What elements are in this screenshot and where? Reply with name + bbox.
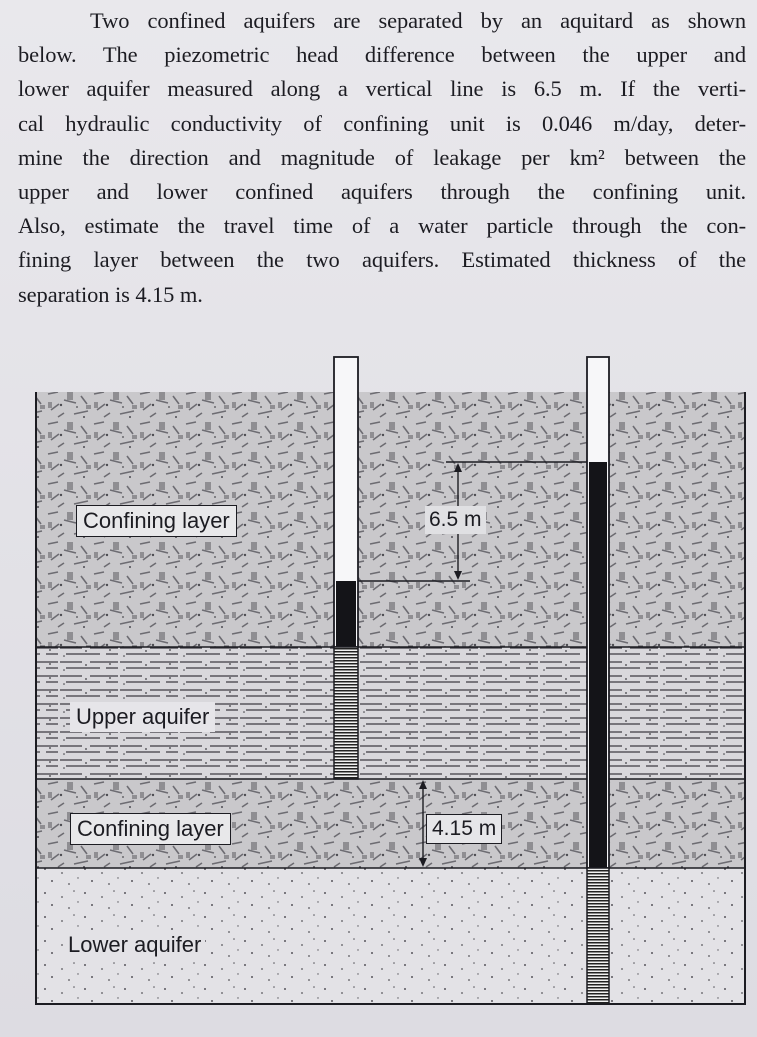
thickness-label — [426, 814, 502, 844]
label-middle-confining-layer — [70, 813, 231, 845]
problem-line: Two confined aquifers are separated by an aquitard as shown — [90, 8, 746, 33]
problem-line: fining layer between the two aquifers. Estimated thickness of the — [18, 247, 746, 273]
lower-aquifer-well — [587, 357, 609, 1004]
label-text: Confining layer — [83, 508, 230, 533]
problem-line: cal hydraulic conductivity of confining unit is 0.046 m/day, deter- — [18, 110, 746, 136]
label-text: Upper aquifer — [76, 704, 210, 729]
upper-aquifer-well — [334, 357, 358, 779]
problem-line: Also, estimate the travel time of a water particle through the con- — [18, 213, 746, 239]
problem-line: upper and lower confined aquifers through the confining unit. — [18, 179, 746, 205]
label-upper-aquifer — [70, 702, 215, 732]
problem-line: lower aquifer measured along a vertical line is 6.5 m. If the verti- — [18, 76, 746, 102]
label-top-confining-layer — [76, 505, 237, 537]
problem-line: below. The piezometric head difference between the upper and — [18, 42, 746, 68]
label-text: Lower aquifer — [68, 932, 202, 957]
label-text: 4.15 m — [432, 817, 497, 840]
label-lower-aquifer — [64, 930, 205, 960]
problem-line: separation is 4.15 m. — [18, 281, 203, 307]
label-text: Confining layer — [77, 816, 224, 841]
problem-line: mine the direction and magnitude of leakage per km² between the — [18, 144, 746, 170]
head-difference-label — [425, 506, 486, 534]
label-text: 6.5 m — [429, 508, 482, 531]
